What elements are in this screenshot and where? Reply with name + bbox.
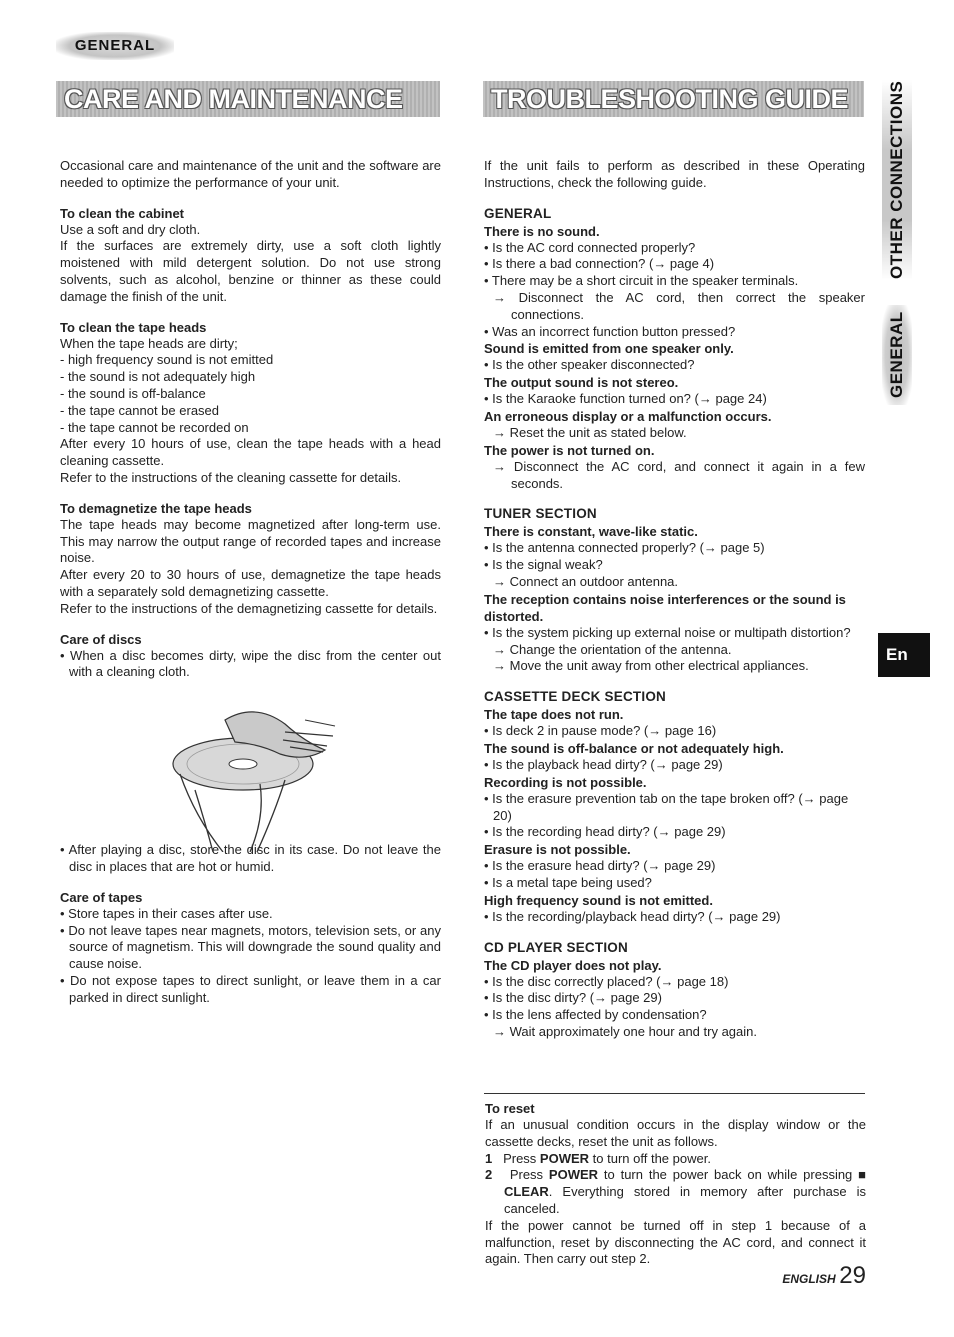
list-item: • Do not expose tapes to direct sunlight, or leave them in a car parked in direct sunlight. — [60, 972, 441, 1005]
demagnetize-p1: The tape heads may become magnetized after long-term use. This may narrow the output range of recorded tapes and increase noise. — [60, 516, 441, 566]
list-item: • Is the antenna connected properly? (→ page 5) — [484, 540, 765, 556]
list-item: • Is the recording/playback head dirty? (→ page 29) — [484, 908, 781, 924]
step-text: Press — [503, 1150, 540, 1166]
disc-cleaning-illustration — [165, 702, 340, 852]
list-item: - high frequency sound is not emitted — [60, 352, 274, 368]
list-item: - the sound is off-balance — [60, 385, 206, 401]
list-item: • Is the system picking up external noise or multipath distortion? — [484, 624, 851, 640]
page-number: 29 — [839, 1262, 866, 1289]
clear-key: CLEAR — [504, 1184, 549, 1200]
list-item: • Is a metal tape being used? — [484, 874, 652, 890]
reset-outro: If the power cannot be turned off in step 1 because of a malfunction, reset by disconnecting the AC cord, and connect it again. Then carry out step 2. — [485, 1217, 866, 1267]
list-item: • Is deck 2 in pause mode? (→ page 16) — [484, 723, 717, 739]
step-number: 1 — [485, 1150, 493, 1166]
list-item: • Do not leave tapes near magnets, motors, television sets, or any source of magnetism. This will downgrade the sound quality and cause noise. — [60, 922, 441, 972]
care-column — [60, 158, 441, 1007]
side-tab-other-connections: OTHER CONNECTIONS — [882, 80, 912, 280]
list-item: • Is the Karaoke function turned on? (→ page 24) — [484, 391, 767, 407]
list-item: • Is there a bad connection? (→ page 4) — [484, 256, 715, 272]
tuner-q2: The reception contains noise interferences or the sound is distorted. — [484, 591, 846, 624]
list-item: - the sound is not adequately high — [60, 369, 256, 385]
cabinet-p1: Use a soft and dry cloth. — [60, 221, 201, 237]
reset-heading: To reset — [485, 1101, 535, 1116]
list-item: • Is the other speaker disconnected? — [484, 357, 695, 373]
section-tag-general: GENERAL — [56, 32, 174, 60]
general-q1-action: → Disconnect the AC cord, then correct the speaker connections. — [493, 289, 865, 322]
section-divider — [484, 1093, 865, 1094]
step-text: Press — [509, 1167, 549, 1183]
cassette-section-heading: CASSETTE DECK SECTION — [484, 689, 666, 705]
list-item: • Store tapes in their cases after use. — [60, 905, 273, 921]
footer-language-label: ENGLISH — [782, 1272, 836, 1286]
demagnetize-p3: Refer to the instructions of the demagnetizing cassette for details. — [60, 600, 438, 616]
tape-heads-intro: When the tape heads are dirty; — [60, 335, 238, 351]
general-q2: Sound is emitted from one speaker only. — [484, 341, 734, 357]
cassette-q5: High frequency sound is not emitted. — [484, 892, 713, 908]
step-text: to turn off the power. — [589, 1150, 711, 1166]
tapes-heading: Care of tapes — [60, 889, 143, 905]
discs-bullet-2: • After playing a disc, store the disc in its case. Do not leave the disc in places that are hot or humid. — [60, 842, 441, 874]
general-q4: An erroneous display or a malfunction occurs. — [484, 408, 772, 424]
reset-section — [485, 1100, 866, 1268]
troubleshooting-guide-title: TROUBLESHOOTING GUIDE — [483, 81, 864, 117]
power-key: POWER — [539, 1150, 590, 1166]
cassette-q4: Erasure is not possible. — [484, 842, 631, 858]
list-item: • Is the recording head dirty? (→ page 29) — [484, 824, 726, 840]
tape-heads-p1: After every 10 hours of use, clean the tape heads with a head cleaning cassette. — [60, 436, 441, 469]
troubleshooting-column — [484, 158, 865, 1041]
tape-heads-p2: Refer to the instructions of the cleaning cassette for details. — [60, 469, 402, 485]
demagnetize-p2: After every 20 to 30 hours of use, demagnetize the tape heads with a separately sold demagnetizing cassette. — [60, 567, 441, 599]
demagnetize-heading: To demagnetize the tape heads — [60, 500, 252, 516]
list-item: - the tape cannot be recorded on — [60, 419, 249, 435]
care-intro: Occasional care and maintenance of the unit and the software are needed to optimize the performance of your unit. — [60, 158, 441, 190]
tuner-q2-action-2: → Move the unit away from other electrical appliances. — [493, 658, 809, 674]
cd-q1: The CD player does not play. — [484, 957, 662, 973]
cassette-q2: The sound is off-balance or not adequately high. — [484, 740, 784, 756]
general-q5-action: → Disconnect the AC cord, and connect it again in a few seconds. — [493, 458, 865, 491]
cassette-q3: Recording is not possible. — [484, 774, 647, 790]
list-item: • Is the lens affected by condensation? — [484, 1007, 707, 1023]
step-text: . Everything stored in memory after purchase is canceled. — [504, 1184, 866, 1216]
general-q5: The power is not turned on. — [484, 442, 655, 458]
general-q3: The output sound is not stereo. — [484, 375, 679, 391]
list-item: • Is the AC cord connected properly? — [484, 239, 696, 255]
discs-bullet-1: • When a disc becomes dirty, wipe the disc from the center out with a cleaning cloth. — [60, 647, 441, 680]
list-item: - the tape cannot be erased — [60, 402, 220, 418]
reset-step-2 — [485, 1167, 866, 1217]
list-item: • Is the disc dirty? (→ page 29) — [484, 990, 662, 1006]
general-section-heading: GENERAL — [484, 205, 552, 221]
page-footer — [776, 1262, 866, 1289]
tuner-q1-action: → Connect an outdoor antenna. — [493, 573, 679, 589]
list-item: • Is the erasure prevention tab on the tape broken off? (→ page 20) — [484, 790, 849, 823]
language-tab: En — [878, 633, 930, 677]
trouble-intro: If the unit fails to perform as described in these Operating Instructions, check the following guide. — [484, 158, 865, 190]
step-text: to turn the power back on while pressing ■ — [598, 1167, 866, 1183]
list-item: • Is the disc correctly placed? (→ page 18) — [484, 973, 729, 989]
list-item: • Was an incorrect function button pressed? — [484, 323, 736, 339]
cd-section-heading: CD PLAYER SECTION — [484, 939, 628, 955]
reset-step-1 — [485, 1151, 866, 1168]
tuner-q1: There is constant, wave-like static. — [484, 524, 698, 540]
list-item: • Is the signal weak? — [484, 557, 603, 573]
list-item: • Is the erasure head dirty? (→ page 29) — [484, 858, 716, 874]
power-key: POWER — [548, 1167, 599, 1183]
tape-heads-heading: To clean the tape heads — [60, 319, 207, 335]
tuner-section-heading: TUNER SECTION — [484, 506, 597, 522]
tuner-q2-action-1: → Change the orientation of the antenna. — [493, 641, 732, 657]
step-number: 2 — [485, 1167, 493, 1183]
list-item: • Is the playback head dirty? (→ page 29) — [484, 756, 723, 772]
side-tab-general: GENERAL — [882, 305, 912, 405]
care-maintenance-title: CARE AND MAINTENANCE — [56, 81, 440, 117]
cabinet-heading: To clean the cabinet — [60, 205, 185, 221]
cabinet-p2: If the surfaces are extremely dirty, use a soft cloth lightly moistened with mild detergent solution. Do not use strong solvents, such as alcohol, benzine or thinner as these could damage the finish of the unit. — [60, 238, 441, 304]
discs-heading: Care of discs — [60, 631, 142, 647]
cassette-q1: The tape does not run. — [484, 707, 624, 723]
cd-q1-action: → Wait approximately one hour and try again. — [493, 1023, 757, 1039]
general-q1: There is no sound. — [484, 223, 600, 239]
reset-intro: If an unusual condition occurs in the display window or the cassette decks, reset the unit as follows. — [485, 1117, 866, 1149]
list-item: • There may be a short circuit in the speaker terminals. — [484, 273, 799, 289]
general-q4-action: → Reset the unit as stated below. — [493, 424, 687, 440]
